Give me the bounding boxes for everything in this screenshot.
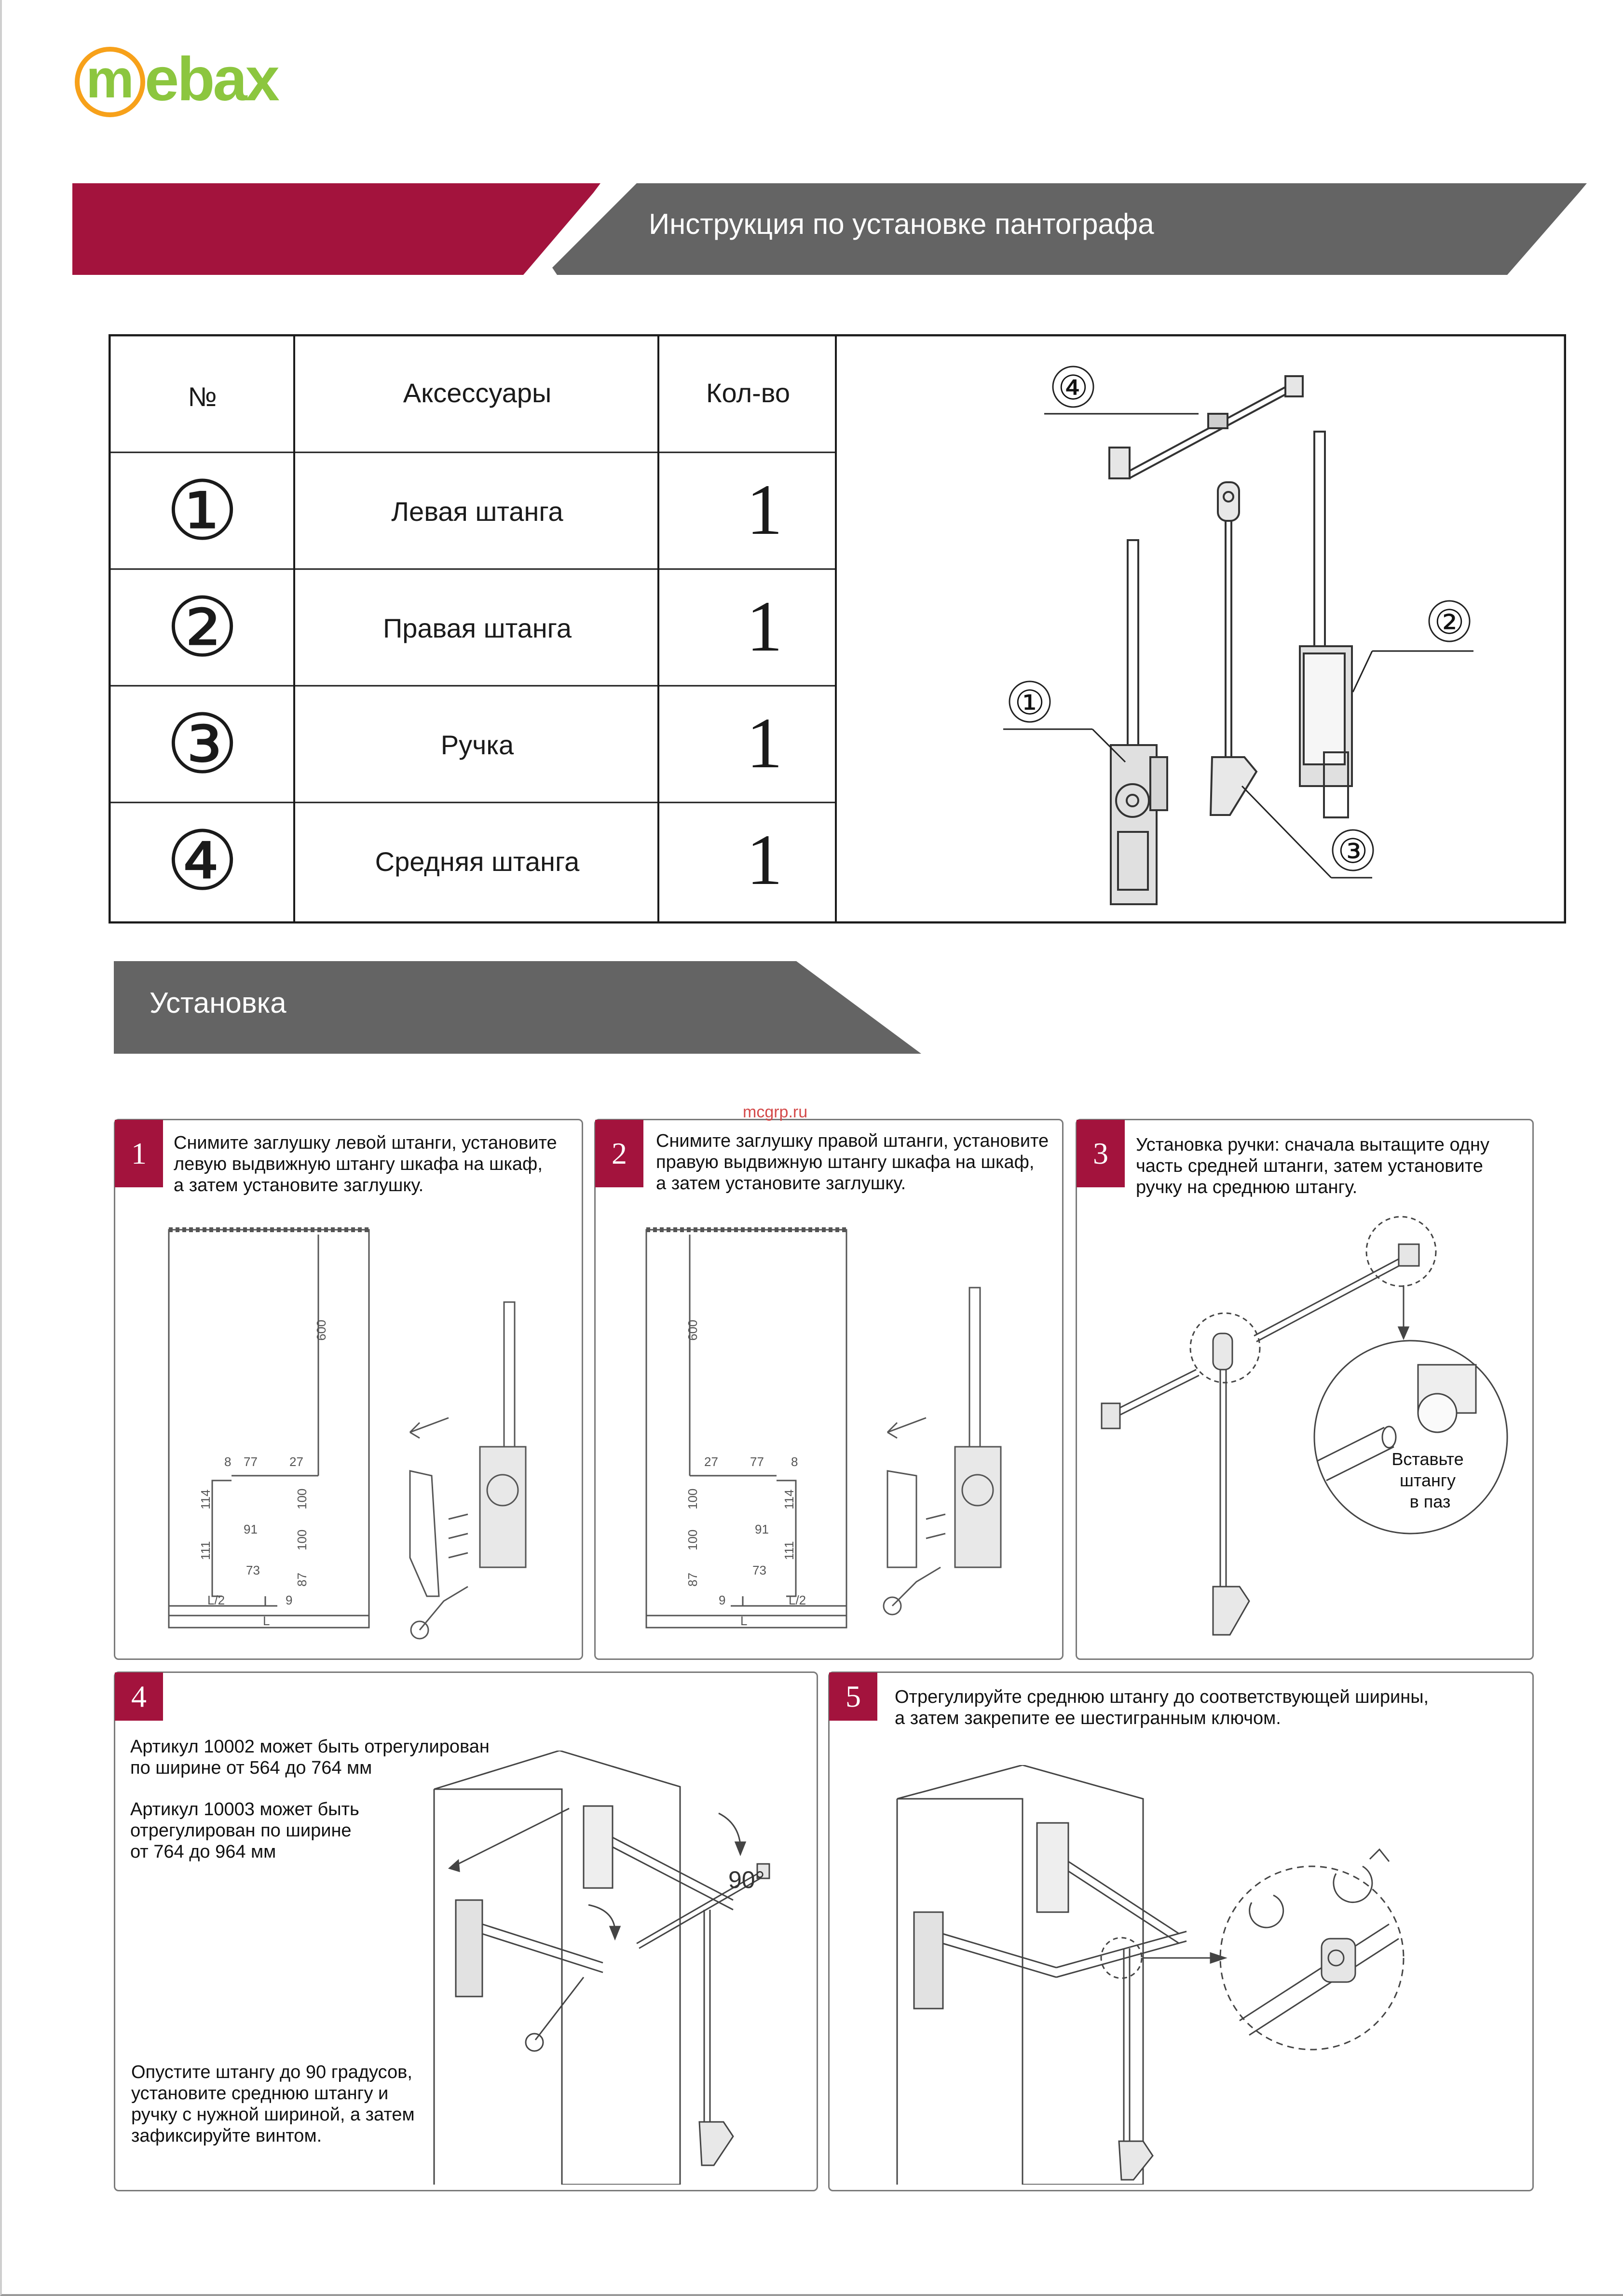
watermark: mcgrp.ru [743,1103,808,1121]
row-qty: 1 [746,820,783,900]
installation-title: Установка [150,987,286,1019]
dim-label: 9 [286,1593,293,1607]
dim-label: 100 [685,1529,700,1550]
dim-label: L [740,1614,748,1628]
step-2-text: Снимите заглушку правой штанги, установите правую выдвижную штангу шкафа на шкаф, а затем установите заглушку. [656,1131,1049,1194]
step-4-angle-label: 90° [728,1866,765,1893]
svg-text:ebax: ebax [145,45,278,114]
dim-label: 91 [244,1522,258,1536]
dim-label: L [263,1614,270,1628]
row-qty: 1 [746,703,783,783]
mebax-logo [72,43,294,121]
page-title: Инструкция по установке пантографа [649,208,1154,240]
dim-label: 600 [314,1319,328,1341]
step-3-number: 3 [1077,1120,1125,1187]
row-name: Средняя штанга [375,846,580,877]
dim-label: 8 [791,1454,798,1469]
table-header-quantity: Кол-во [706,378,791,408]
step-5-drawing [892,1765,1519,2185]
dim-label: 111 [198,1541,213,1560]
row-qty: 1 [746,470,783,550]
dim-label: 9 [719,1593,726,1607]
dim-label: 100 [295,1488,309,1509]
step-5-number: 5 [829,1672,877,1721]
step-5-text: Отрегулируйте среднюю штангу до соответствующей ширины, а затем закрепите ее шестигранным ключом. [895,1687,1429,1728]
step-1-drawing [159,1220,574,1644]
callout-2: ② [1434,603,1465,641]
dim-label: L/2 [789,1593,806,1607]
row-name: Правая штанга [382,613,572,643]
row-number: ② [165,580,239,676]
step-2-dimensions [685,1320,806,1628]
callout-4: ④ [1058,369,1089,407]
dim-label: 600 [685,1319,700,1341]
svg-text:m: m [86,49,134,109]
dim-label: 91 [755,1522,769,1536]
step-4-number: 4 [115,1672,163,1721]
dim-label: 87 [685,1573,700,1587]
row-qty: 1 [746,586,783,666]
accessories-diagram [837,338,1563,921]
step-4-drawing [424,1751,810,2185]
step-1-number: 1 [115,1120,163,1187]
dim-label: 8 [224,1454,232,1469]
dim-label: 100 [685,1488,700,1509]
step-1-dimensions [198,1320,328,1628]
callout-3: ③ [1337,832,1368,870]
row-number: ① [165,463,239,559]
step-3-text: Установка ручки: сначала вытащите одну часть средней штанги, затем установите ручку на среднюю штангу. [1136,1135,1489,1197]
dim-label: 100 [295,1529,309,1550]
dim-label: 73 [752,1563,766,1577]
dim-label: 27 [289,1454,303,1469]
row-number: ④ [165,814,239,909]
table-header-accessories: Аксессуары [403,378,552,408]
note-line: Вставьте [1391,1449,1464,1469]
step-4-text-b: Артикул 10003 может быть отрегулирован по ширине от 764 до 964 мм [130,1799,359,1862]
step-3-drawing [1090,1201,1524,1644]
row-name: Ручка [440,730,514,760]
step-4-text-c: Опустите штангу до 90 градусов, установите среднюю штангу и ручку с нужной шириной, а затем зафиксируйте винтом. [131,2062,415,2146]
callout-1: ① [1014,684,1045,721]
step-2-number: 2 [595,1120,643,1187]
step-3-insert-note [1391,1449,1468,1511]
note-line: штангу [1399,1470,1456,1490]
dim-label: 27 [704,1454,718,1469]
step-1-text: Снимите заглушку левой штанги, установите левую выдвижную штангу шкафа на шкаф, а затем установите заглушку. [174,1133,557,1196]
dim-label: 73 [246,1563,260,1577]
row-name: Левая штанга [391,496,563,527]
dim-label: 87 [295,1573,309,1587]
dim-label: L/2 [207,1593,225,1607]
table-header-number: № [188,381,217,412]
step-4-text-a: Артикул 10002 может быть отрегулирован по ширине от 564 до 764 мм [130,1737,490,1778]
row-number: ③ [165,697,239,792]
step-2-drawing [637,1220,1056,1644]
dim-label: 111 [782,1541,796,1560]
dim-label: 114 [782,1489,796,1509]
dim-label: 114 [198,1489,213,1509]
note-line: в паз [1409,1492,1451,1511]
dim-label: 77 [244,1454,258,1469]
dim-label: 77 [750,1454,764,1469]
